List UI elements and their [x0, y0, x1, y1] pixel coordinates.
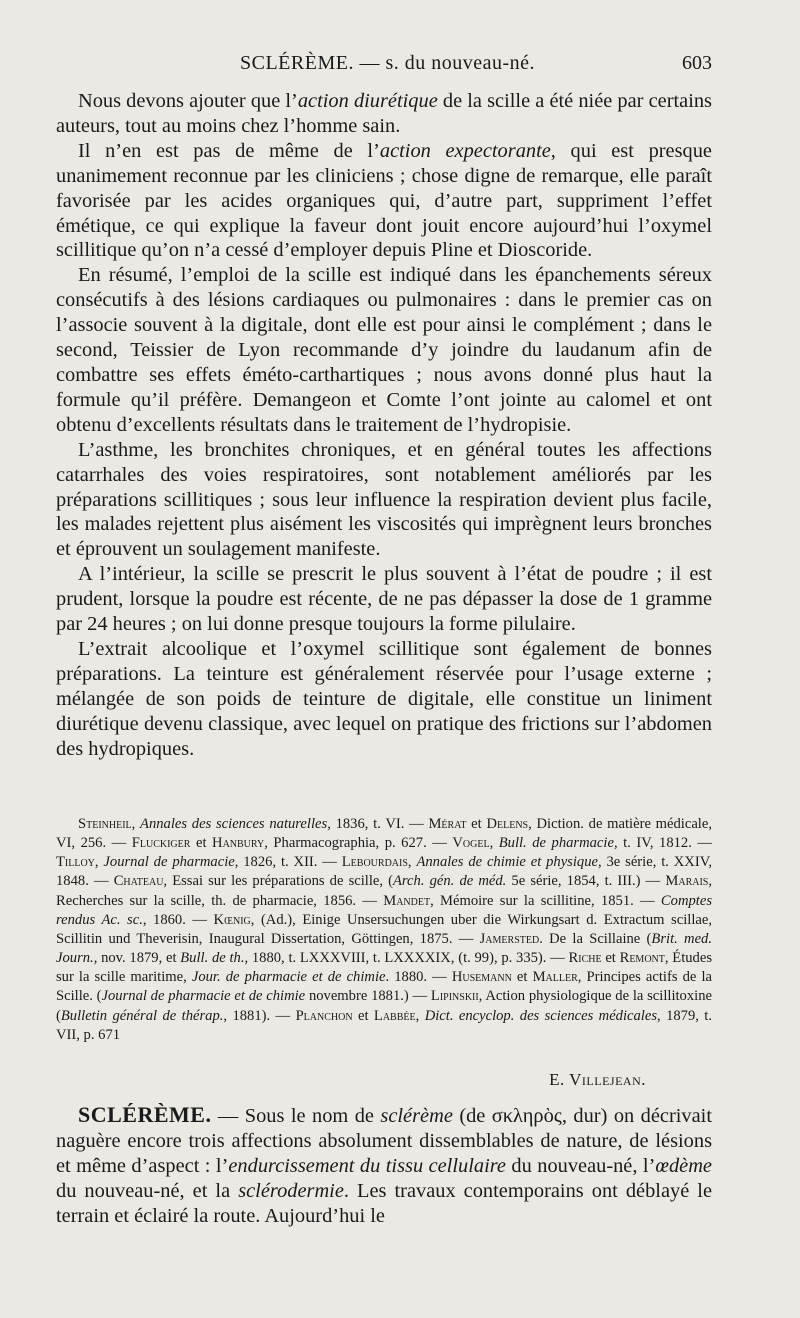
italic-run: Comptes rendus Ac. sc.: [56, 892, 712, 928]
italic-run: Brit. med. Journ.: [56, 930, 713, 967]
author-name: Chateau: [113, 873, 164, 890]
next-article: [56, 1103, 712, 1229]
author-name: Husemann: [451, 969, 512, 986]
article-headword: SCLÉRÈME.: [78, 1102, 212, 1127]
author-name: Jamersted: [479, 930, 540, 947]
text-run: ,: [407, 854, 417, 871]
italic-run: Dict. encyclop. des sciences médicales: [424, 1007, 658, 1024]
text-run: novembre 1881.) —: [305, 988, 431, 1005]
text-run: (de σκληρὸς, dur) on décrivait naguère encore trois affections absolument dissemblables de nature, de lésions et même d’aspect : l’: [56, 1105, 712, 1177]
text-run: , 1826, t. XII. —: [234, 854, 342, 871]
text-run: , Action physiologique de la scillitoxine (: [56, 988, 712, 1024]
text-run: . Les travaux contemporains ont déblayé le terrain et éclairé la route. Aujourd’hui le: [56, 1179, 712, 1227]
italic-run: Annales des sciences naturelles: [140, 816, 328, 832]
text-run: L’asthme, les bronchites chroniques, et en général toutes les affections catarrhales des voies respiratoires, sont notablement améliorés par les préparations scillitiques ; sous leur influence la respiration devient plus facile, les malades rejettent plus aisément les viscosités qui imprègnent leurs bronches et éprouvent un soulagement manifeste.: [56, 438, 712, 561]
text-run: ,: [489, 835, 499, 852]
text-run: , Études sur la scille maritime,: [56, 950, 712, 986]
text-run: ,: [94, 854, 104, 871]
text-run: . 1880. —: [385, 969, 452, 986]
text-run: , Pharmacographia, p. 627. —: [264, 835, 453, 852]
text-run: Nous devons ajouter que l’: [78, 90, 298, 112]
text-run: — Sous le nom de: [211, 1105, 381, 1127]
italic-run: Journal de pharmacie et de chimie: [101, 988, 306, 1005]
author-name: Planchon: [295, 1007, 353, 1024]
text-run: , nov. 1879, et: [93, 950, 181, 967]
text-run: du nouveau-né, l’: [505, 1154, 656, 1177]
italic-run: action diurétique: [297, 90, 438, 112]
text-run: A l’intérieur, la scille se prescrit le plus souvent à l’état de poudre ; il est prudent, lorsque la poudre est récente, de ne pas dépasser la dose de 1 gramme par 24 heures ; on lui donne presque toujours la forme pilulaire.: [56, 563, 712, 636]
text-run: , Mémoire sur la scillitine, 1851. —: [430, 892, 661, 909]
text-run: Il n’en est pas de même de l’: [78, 139, 380, 162]
body-paragraph: [56, 637, 712, 762]
page-header: [0, 52, 800, 82]
author-name: Marais: [665, 873, 709, 890]
running-title: SCLÉRÈME. — s. du nouveau-né.: [240, 52, 536, 74]
text-run: et: [466, 816, 487, 832]
author-name: Fluckiger: [131, 835, 191, 852]
italic-run: œdème: [655, 1154, 712, 1177]
text-run: ,: [415, 1007, 425, 1024]
body-paragraph: [56, 89, 712, 139]
author-name: Remont: [619, 950, 665, 967]
text-run: et: [190, 835, 213, 852]
article-paragraph: [56, 1103, 712, 1229]
author-name: Hanbury: [212, 835, 265, 852]
italic-run: action expectorante: [379, 139, 551, 162]
bibliography: [56, 815, 712, 1045]
italic-run: Arch. gén. de méd.: [393, 873, 507, 890]
text-run: , Principes actifs de la Scille. (: [56, 969, 712, 1005]
text-run: , (Ad.), Einige Unsersuchungen uber die Wirkungsart d. Extractum scillae, Scillitin und Theverisin, Inaugural Dissertation, Göttingen, 1875. —: [56, 911, 712, 947]
text-run: et: [352, 1007, 374, 1024]
text-run: , t. IV, 1812. —: [613, 835, 712, 852]
text-run: , Essai sur les préparations de scille, (: [163, 873, 393, 890]
italic-run: sclérème: [380, 1105, 453, 1127]
italic-run: sclérodermie: [238, 1179, 344, 1202]
page-number: 603: [682, 52, 712, 74]
author-name: Vogel: [452, 835, 490, 852]
text-run: , 3e série, t. XXIV, 1848. —: [56, 854, 713, 890]
text-run: , Diction. de matière médicale, VI, 256. —: [56, 816, 712, 852]
text-run: 5e série, 1854, t. III.) —: [506, 873, 666, 890]
text-run: , 1836, t. VI. —: [327, 816, 429, 832]
text-run: , 1880, t. LXXXVIII, t. LXXXXIX, (t. 99), p. 335). —: [244, 950, 569, 967]
author-name: Delens: [486, 816, 529, 832]
text-run: du nouveau-né, et la: [56, 1179, 239, 1202]
author-name: Mérat: [428, 816, 467, 832]
italic-run: Bull. de pharmacie: [498, 835, 614, 852]
main-text: [56, 89, 712, 761]
text-run: , 1879, t. VII, p. 671: [56, 1007, 713, 1043]
author-name: Mandet: [383, 892, 431, 909]
italic-run: Journal de pharmacie: [103, 854, 235, 871]
text-run: et: [601, 950, 620, 967]
body-paragraph: [56, 438, 712, 563]
italic-run: Bull. de th.: [180, 950, 245, 967]
bibliography-paragraph: [56, 815, 712, 1045]
text-run: , 1881). —: [223, 1007, 296, 1024]
author-name: Steinheil: [78, 816, 132, 832]
author-name: Lipinskii: [430, 988, 479, 1005]
text-run: , 1860. —: [142, 911, 214, 928]
author-name: Tilloy: [56, 854, 95, 871]
text-run: et: [511, 969, 533, 986]
body-paragraph: [56, 562, 712, 637]
author-name: Kœnig: [213, 911, 251, 928]
body-paragraph: [56, 263, 712, 437]
text-run: , qui est presque unanimement reconnue par les cliniciens ; chose digne de remarque, elle paraît favorisée par les acides organiques qui, d’autre part, suppriment l’effet émétique, ce qui explique la faveur dont jouit encore aujourd’hui l’oxymel scillitique qu’on n’a cessé d’employer depuis Pline et Dioscoride.: [56, 139, 712, 262]
author-name: Lebourdais: [341, 854, 408, 871]
text-run: L’extrait alcoolique et l’oxymel scillitique sont également de bonnes préparations. La teinture est généralement réservée pour l’usage externe ; mélangée de son poids de teinture de digitale, elle constitue un liniment diurétique devenu classique, avec lequel on pratique des frictions sur l’abdomen des hydropiques.: [56, 637, 712, 760]
italic-run: Jour. de pharmacie et de chimie: [191, 969, 386, 986]
italic-run: endurcissement du tissu cellulaire: [228, 1154, 506, 1177]
author-signature: E. Villejean.: [549, 1070, 646, 1089]
italic-run: Bulletin général de thérap.: [60, 1007, 224, 1024]
text-run: En résumé, l’emploi de la scille est indiqué dans les épanchements séreux consécutifs à des lésions cardiaques ou pulmonaires : dans le premier cas on l’associe souvent à la digitale, dont elle est pour ainsi le complément ; dans le second, Teissier de Lyon recommande d’y joindre du laudanum afin de combattre ses effets éméto-carthartiques ; nous avons donné plus haut la formule qu’il préfère. Demangeon et Comte l’ont jointe au calomel et ont obtenu d’excellents résultats dans le traitement de l’hydropisie.: [56, 264, 712, 436]
body-paragraph: [56, 139, 712, 264]
italic-run: Annales de chimie et physique: [416, 854, 598, 871]
text-run: de la scille a été niée par certains auteurs, tout au moins chez l’homme sain.: [56, 90, 712, 137]
author-name: Riche: [568, 950, 602, 967]
text-run: . De la Scillaine (: [539, 930, 652, 947]
text-run: , Recherches sur la scille, th. de pharmacie, 1856. —: [56, 873, 713, 909]
author-name: Maller: [532, 969, 578, 986]
author-name: Labbée: [373, 1007, 416, 1024]
text-run: ,: [131, 816, 141, 832]
